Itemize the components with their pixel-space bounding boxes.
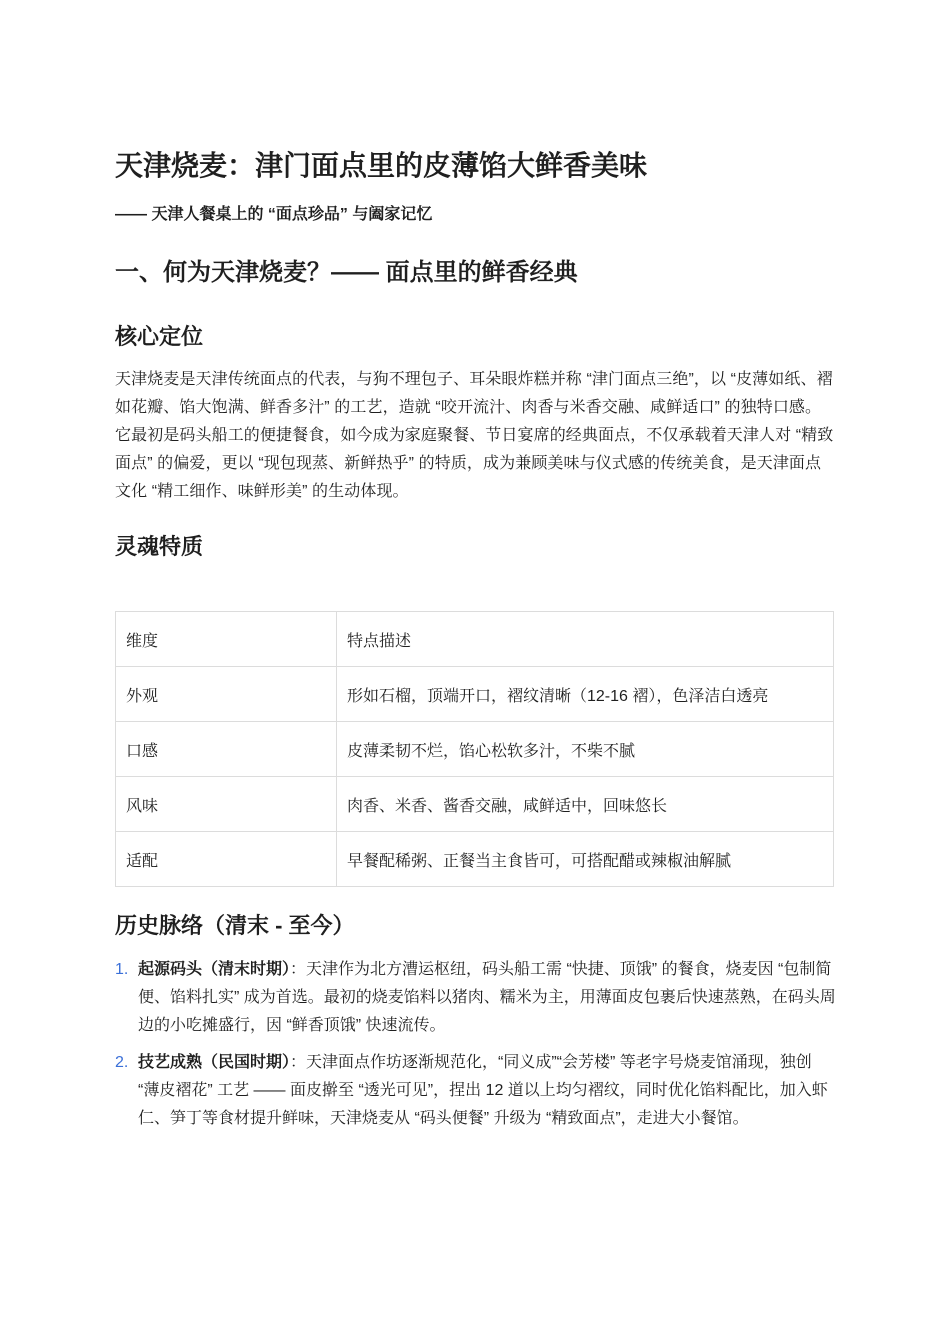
list-item-lead: 起源码头（清末时期） [138, 961, 291, 978]
table-cell: 适配 [116, 832, 337, 887]
table-cell: 特点描述 [337, 612, 834, 667]
table-cell: 风味 [116, 777, 337, 832]
table-cell: 肉香、米香、酱香交融，咸鲜适中，回味悠长 [337, 777, 834, 832]
section-heading-1: 一、何为天津烧麦？—— 面点里的鲜香经典 [115, 259, 578, 286]
table-row [116, 832, 834, 887]
table-cell: 早餐配稀粥、正餐当主食皆可，可搭配醋或辣椒油解腻 [337, 832, 834, 887]
history-list [115, 956, 837, 1142]
list-number: 2. [115, 1054, 129, 1071]
table-cell: 外观 [116, 667, 337, 722]
table-row [116, 722, 834, 777]
list-item-text: ：天津面点作坊逐渐规范化，“同义成”“会芳楼” 等老字号烧麦馆涌现，独创 “薄皮褶花” 工艺 —— 面皮擀至 “透光可见”，捏出 12 道以上均匀褶纹，同时优化馅料配比，加入虾仁、笋丁等食材提升鲜味，天津烧麦从 “码头便餐” 升级为 “精致面点”，走进大小餐馆。 [138, 1054, 828, 1127]
traits-heading: 灵魂特质 [115, 534, 204, 559]
list-item-lead: 技艺成熟（民国时期） [138, 1054, 291, 1071]
table-cell: 口感 [116, 722, 337, 777]
list-item [115, 1049, 837, 1133]
table-cell: 形如石榴，顶端开口，褶纹清晰（12-16 褶），色泽洁白透亮 [337, 667, 834, 722]
core-heading: 核心定位 [115, 324, 204, 349]
page-subtitle: —— 天津人餐桌上的 “面点珍品” 与阖家记忆 [115, 206, 433, 223]
list-item [115, 956, 837, 1040]
list-item-text: ：天津作为北方漕运枢纽，码头船工需 “快捷、顶饿” 的餐食，烧麦因 “包制简便、馅料扎实” 成为首选。最初的烧麦馅料以猪肉、糯米为主，用薄面皮包裹后快速蒸熟，在码头周边的小吃摊盛行，因 “鲜香顶饿” 快速流传。 [138, 961, 836, 1034]
list-number: 1. [115, 961, 129, 978]
table-row [116, 612, 834, 667]
table-cell: 维度 [116, 612, 337, 667]
history-heading: 历史脉络（清末 - 至今） [115, 913, 355, 938]
core-paragraph: 天津烧麦是天津传统面点的代表，与狗不理包子、耳朵眼炸糕并称 “津门面点三绝”，以 “皮薄如纸、褶如花瓣、馅大饱满、鲜香多汁” 的工艺，造就 “咬开流汁、肉香与米香交融、咸鲜适口” 的独特口感。它最初是码头船工的便捷餐食，如今成为家庭聚餐、节日宴席的经典面点，不仅承载着天津人对 “精致面点” 的偏爱，更以 “现包现蒸、新鲜热乎” 的特质，成为兼顾美味与仪式感的传统美食，是天津面点文化 “精工细作、味鲜形美” 的生动体现。 [115, 371, 834, 500]
page-title: 天津烧麦：津门面点里的皮薄馅大鲜香美味 [115, 150, 648, 181]
table-row [116, 667, 834, 722]
traits-table [115, 611, 834, 887]
table-row [116, 777, 834, 832]
table-cell: 皮薄柔韧不烂，馅心松软多汁，不柴不腻 [337, 722, 834, 777]
